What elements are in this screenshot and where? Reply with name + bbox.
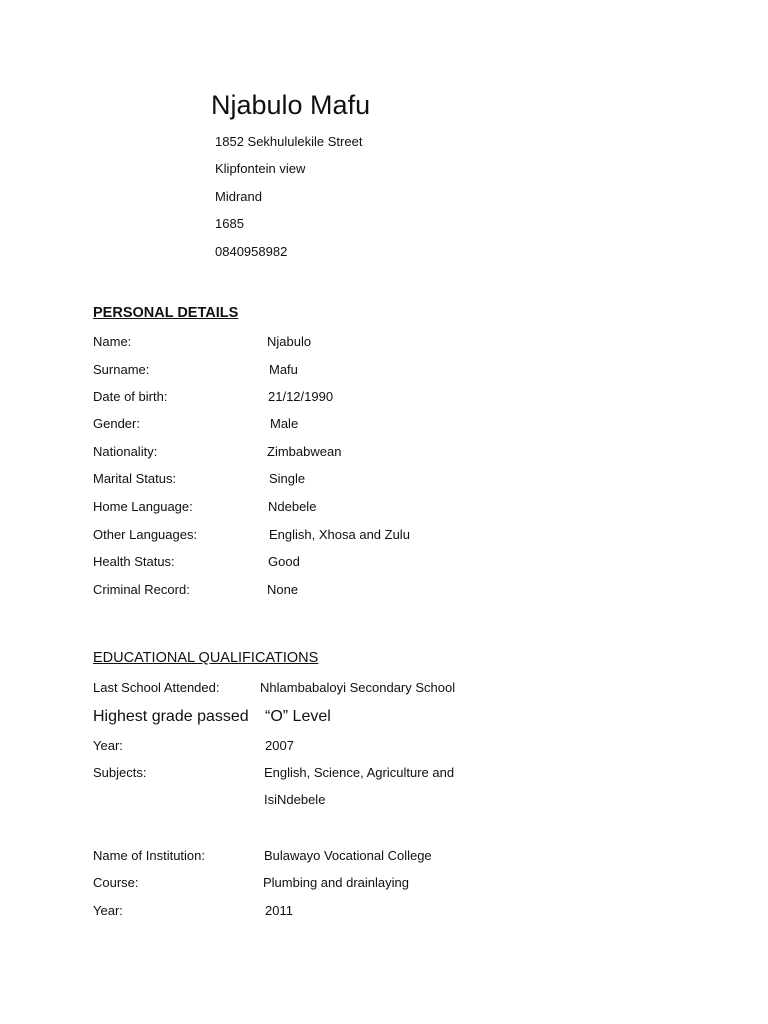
highest-grade-label: Highest grade passed xyxy=(93,708,249,725)
school-year-value: 2007 xyxy=(265,738,294,753)
subjects-label: Subjects: xyxy=(93,765,147,780)
highest-grade-value: “O” Level xyxy=(265,708,331,725)
address-line-postal-code: 1685 xyxy=(215,216,244,231)
personal-details-heading: PERSONAL DETAILS xyxy=(93,305,239,321)
detail-label: Nationality: xyxy=(93,444,158,459)
address-line-street: 1852 Sekhululekile Street xyxy=(215,134,363,149)
detail-value: Ndebele xyxy=(268,499,317,514)
detail-value: Good xyxy=(268,554,300,569)
detail-value: Single xyxy=(269,471,306,486)
detail-label: Health Status: xyxy=(93,554,175,569)
college-year-label: Year: xyxy=(93,903,123,918)
school-year-label: Year: xyxy=(93,738,123,753)
subjects-value-line1: English, Science, Agriculture and xyxy=(264,765,455,780)
address-line-city: Midrand xyxy=(215,189,262,204)
detail-label: Surname: xyxy=(93,362,150,377)
detail-label: Marital Status: xyxy=(93,471,177,486)
detail-label: Home Language: xyxy=(93,499,193,514)
detail-value: None xyxy=(267,582,299,597)
address-line-suburb: Klipfontein view xyxy=(215,161,306,176)
applicant-name: Njabulo Mafu xyxy=(211,90,371,120)
subjects-value-line2: IsiNdebele xyxy=(264,792,326,807)
phone-number: 0840958982 xyxy=(215,244,288,259)
detail-label: Name: xyxy=(93,334,132,349)
detail-label: Criminal Record: xyxy=(93,582,190,597)
detail-value: Njabulo xyxy=(267,334,312,349)
institution-label: Name of Institution: xyxy=(93,848,205,863)
detail-value: 21/12/1990 xyxy=(268,389,334,404)
detail-label: Other Languages: xyxy=(93,527,198,542)
course-label: Course: xyxy=(93,875,139,890)
detail-label: Gender: xyxy=(93,416,140,431)
college-year-value: 2011 xyxy=(265,903,293,918)
last-school-value: Nhlambabaloyi Secondary School xyxy=(260,680,456,695)
last-school-label: Last School Attended: xyxy=(93,680,220,695)
institution-value: Bulawayo Vocational College xyxy=(264,848,432,863)
detail-value: English, Xhosa and Zulu xyxy=(269,527,410,542)
detail-value: Male xyxy=(270,416,299,431)
education-heading: EDUCATIONAL QUALIFICATIONS xyxy=(93,650,319,666)
detail-label: Date of birth: xyxy=(93,389,168,404)
detail-value: Zimbabwean xyxy=(267,444,342,459)
course-value: Plumbing and drainlaying xyxy=(263,875,409,890)
detail-value: Mafu xyxy=(269,362,298,377)
